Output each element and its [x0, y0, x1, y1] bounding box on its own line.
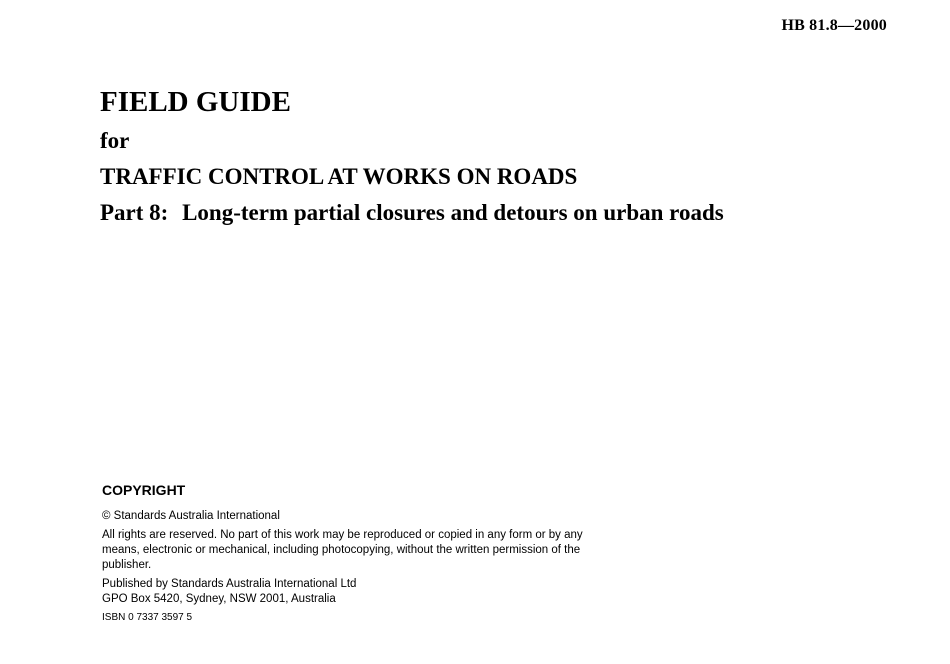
isbn: ISBN 0 7337 3597 5	[102, 612, 193, 623]
for-line: for	[100, 128, 130, 153]
part-description: Long-term partial closures and detours on urban roads	[182, 200, 724, 225]
publisher-name: Published by Standards Australia International Ltd	[102, 578, 357, 590]
rights-line: publisher.	[102, 559, 152, 571]
copyright-section	[102, 481, 662, 625]
subject-title: TRAFFIC CONTROL AT WORKS ON ROADS	[100, 164, 578, 189]
part-label: Part 8:	[100, 200, 169, 225]
copyright-owner: © Standards Australia International	[102, 510, 280, 522]
main-title: FIELD GUIDE	[100, 86, 291, 118]
rights-line: All rights are reserved. No part of this work may be reproduced or copied in any form or by any	[102, 529, 583, 541]
copyright-heading: COPYRIGHT	[102, 482, 186, 498]
publisher-info	[102, 577, 662, 607]
document-code: HB 81.8—2000	[781, 17, 887, 34]
publisher-address: GPO Box 5420, Sydney, NSW 2001, Australia	[102, 593, 336, 605]
title-block	[100, 84, 724, 231]
part-title	[100, 195, 724, 231]
rights-statement	[102, 528, 662, 573]
rights-line: means, electronic or mechanical, including photocopying, without the written permission of the	[102, 544, 581, 556]
